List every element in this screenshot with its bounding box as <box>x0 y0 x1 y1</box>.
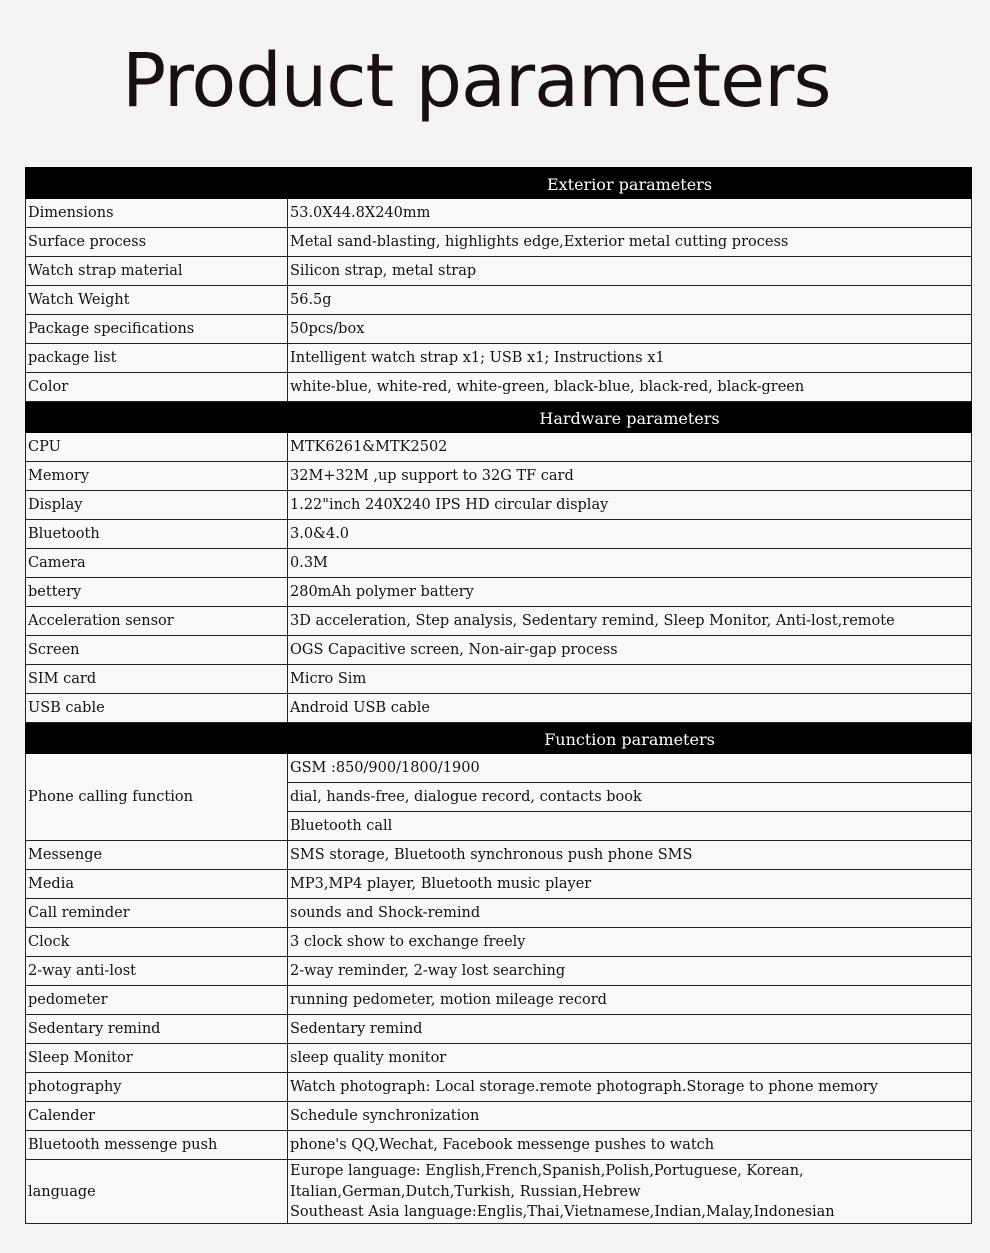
table-row <box>26 199 972 228</box>
section-header-function <box>26 723 972 754</box>
table-row <box>26 899 972 928</box>
product-parameters-table <box>25 167 972 1224</box>
param-value: 50pcs/box <box>288 315 972 344</box>
table-row <box>26 754 972 783</box>
param-label: Bluetooth messenge push <box>26 1131 288 1160</box>
param-value: sleep quality monitor <box>288 1044 972 1073</box>
table-row <box>26 870 972 899</box>
param-value: 56.5g <box>288 286 972 315</box>
table-row <box>26 1073 972 1102</box>
param-value: MTK6261&MTK2502 <box>288 433 972 462</box>
page-title: Product parameters <box>122 38 831 124</box>
section-header-blank-cell <box>26 402 288 433</box>
param-value: Sedentary remind <box>288 1015 972 1044</box>
param-value: 53.0X44.8X240mm <box>288 199 972 228</box>
table-row <box>26 315 972 344</box>
param-label: Sedentary remind <box>26 1015 288 1044</box>
table-row <box>26 578 972 607</box>
param-value: Micro Sim <box>288 665 972 694</box>
param-value: Silicon strap, metal strap <box>288 257 972 286</box>
table-row <box>26 636 972 665</box>
table-row <box>26 462 972 491</box>
param-value: 32M+32M ,up support to 32G TF card <box>288 462 972 491</box>
param-value: Watch photograph: Local storage.remote photograph.Storage to phone memory <box>288 1073 972 1102</box>
language-line: Europe language: English,French,Spanish,Polish,Portuguese, Korean, <box>290 1163 804 1180</box>
param-value: SMS storage, Bluetooth synchronous push phone SMS <box>288 841 972 870</box>
param-value: 0.3M <box>288 549 972 578</box>
param-label: Display <box>26 491 288 520</box>
param-label: package list <box>26 344 288 373</box>
param-label: Screen <box>26 636 288 665</box>
param-value: 3D acceleration, Step analysis, Sedentary remind, Sleep Monitor, Anti-lost,remote <box>288 607 972 636</box>
table-row <box>26 1131 972 1160</box>
language-line: Italian,German,Dutch,Turkish, Russian,Hebrew <box>290 1183 641 1200</box>
param-value: 1.22"inch 240X240 IPS HD circular display <box>288 491 972 520</box>
param-label: CPU <box>26 433 288 462</box>
param-label: Sleep Monitor <box>26 1044 288 1073</box>
param-label: Bluetooth <box>26 520 288 549</box>
param-label: Watch strap material <box>26 257 288 286</box>
param-value: 2-way reminder, 2-way lost searching <box>288 957 972 986</box>
param-label: Messenge <box>26 841 288 870</box>
section-title-function: Function parameters <box>288 723 972 754</box>
param-value: white-blue, white-red, white-green, black-blue, black-red, black-green <box>288 373 972 402</box>
param-value: dial, hands-free, dialogue record, contacts book <box>288 783 972 812</box>
param-label: SIM card <box>26 665 288 694</box>
param-label: Media <box>26 870 288 899</box>
param-label: Surface process <box>26 228 288 257</box>
param-label: Color <box>26 373 288 402</box>
param-value-language <box>288 1160 972 1224</box>
table-row <box>26 286 972 315</box>
param-label: photography <box>26 1073 288 1102</box>
param-value: Metal sand-blasting, highlights edge,Exterior metal cutting process <box>288 228 972 257</box>
param-label: Calender <box>26 1102 288 1131</box>
table-row <box>26 433 972 462</box>
table-row <box>26 549 972 578</box>
language-line: Southeast Asia language:Englis,Thai,Vietnamese,Indian,Malay,Indonesian <box>290 1204 835 1221</box>
param-value: sounds and Shock-remind <box>288 899 972 928</box>
param-value: GSM :850/900/1800/1900 <box>288 754 972 783</box>
section-header-blank-cell <box>26 168 288 199</box>
table-row <box>26 1015 972 1044</box>
param-value: Android USB cable <box>288 694 972 723</box>
table-row <box>26 1044 972 1073</box>
param-value: Schedule synchronization <box>288 1102 972 1131</box>
table-row <box>26 257 972 286</box>
section-title-hardware: Hardware parameters <box>288 402 972 433</box>
param-label: Package specifications <box>26 315 288 344</box>
param-value: Bluetooth call <box>288 812 972 841</box>
table-row <box>26 986 972 1015</box>
param-label: Watch Weight <box>26 286 288 315</box>
param-label: Clock <box>26 928 288 957</box>
table-row <box>26 957 972 986</box>
param-label-language: language <box>26 1160 288 1224</box>
param-label: 2-way anti-lost <box>26 957 288 986</box>
param-label: Memory <box>26 462 288 491</box>
section-header-hardware <box>26 402 972 433</box>
param-label: Camera <box>26 549 288 578</box>
param-label: Call reminder <box>26 899 288 928</box>
param-value: Intelligent watch strap x1; USB x1; Instructions x1 <box>288 344 972 373</box>
param-label: Acceleration sensor <box>26 607 288 636</box>
table-row <box>26 841 972 870</box>
table-row <box>26 520 972 549</box>
param-value: running pedometer, motion mileage record <box>288 986 972 1015</box>
table-row <box>26 344 972 373</box>
param-value: phone's QQ,Wechat, Facebook messenge pushes to watch <box>288 1131 972 1160</box>
table-row <box>26 491 972 520</box>
table-row <box>26 694 972 723</box>
table-row <box>26 228 972 257</box>
param-value: 280mAh polymer battery <box>288 578 972 607</box>
param-value: 3 clock show to exchange freely <box>288 928 972 957</box>
param-label: USB cable <box>26 694 288 723</box>
param-value: 3.0&4.0 <box>288 520 972 549</box>
param-value: MP3,MP4 player, Bluetooth music player <box>288 870 972 899</box>
section-header-blank-cell <box>26 723 288 754</box>
section-title-exterior: Exterior parameters <box>288 168 972 199</box>
table-row <box>26 1160 972 1224</box>
table-row <box>26 607 972 636</box>
table-row <box>26 373 972 402</box>
table-row <box>26 665 972 694</box>
section-header-exterior <box>26 168 972 199</box>
param-label: pedometer <box>26 986 288 1015</box>
param-value: OGS Capacitive screen, Non-air-gap process <box>288 636 972 665</box>
param-label: Dimensions <box>26 199 288 228</box>
param-label-phone-calling: Phone calling function <box>26 754 288 841</box>
table-row <box>26 1102 972 1131</box>
param-label: bettery <box>26 578 288 607</box>
table-row <box>26 928 972 957</box>
